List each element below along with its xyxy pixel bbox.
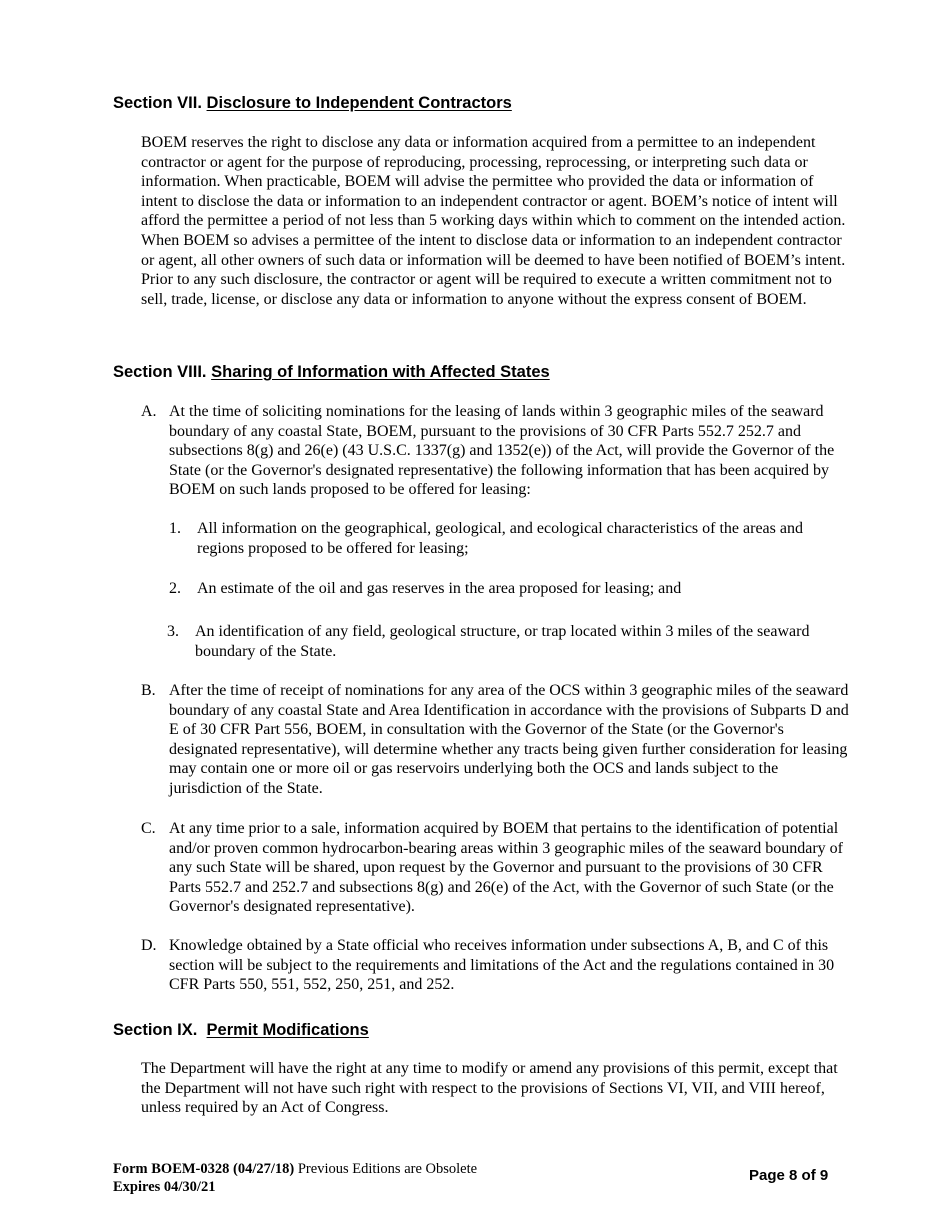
sub-item-marker: 3.: [167, 623, 179, 640]
section-8-title: Sharing of Information with Affected States: [211, 363, 550, 381]
section-8-label: Section VIII.: [113, 363, 207, 381]
section-9-body: The Department will have the right at any time to modify or amend any provisions of this permit, except that the Department will not have such right with respect to the provisions of Sections VI, VII, and VIII hereof, unless required by an Act of Congress.: [141, 1060, 838, 1117]
sub-item-marker: 1.: [169, 520, 181, 537]
expires-label: Expires: [113, 1179, 161, 1195]
section-9-heading: [113, 1020, 369, 1040]
list-item-marker: C.: [141, 820, 156, 837]
list-item-marker: A.: [141, 403, 157, 420]
list-item-marker: D.: [141, 937, 157, 954]
sub-item-marker: 2.: [169, 580, 181, 597]
footer-form-info: [113, 1160, 477, 1196]
list-item-marker: B.: [141, 682, 156, 699]
section-7-title: Disclosure to Independent Contractors: [206, 94, 512, 112]
editions-note: Previous Editions are Obsolete: [297, 1161, 478, 1177]
section-9-title: Permit Modifications: [206, 1021, 369, 1039]
sub-item-text: An identification of any field, geological structure, or trap located within 3 miles of the seaward boundary of the State.: [195, 623, 810, 660]
section-7-label: Section VII.: [113, 94, 202, 112]
list-item-text: At any time prior to a sale, information acquired by BOEM that pertains to the identification of potential and/or proven common hydrocarbon-bearing areas within 3 geographic miles of the seaward boundary of any such State will be shared, upon request by the Governor and pursuant to the provisions of 30 CFR Parts 552.7 and 252.7 and subsections 8(g) and 26(e) of the Act, with the Governor of such State (or the Governor's designated representative).: [169, 820, 843, 916]
expires-date: 04/30/21: [163, 1179, 216, 1195]
sub-item-text: An estimate of the oil and gas reserves in the area proposed for leasing; and: [197, 580, 682, 597]
list-item-text: At the time of soliciting nominations for the leasing of lands within 3 geographic miles of the seaward boundary of any coastal State, BOEM, pursuant to the provisions of 30 CFR Parts 552.7 252.7 and subsections 8(g) and 26(e) (43 U.S.C. 1337(g) and 1352(e)) of the Act, will provide the Governor of the State (or the Governor's designated representative) the following information that has been acquired by BOEM on such lands proposed to be offered for leasing:: [169, 403, 835, 499]
section-8-heading: [113, 362, 550, 382]
list-item-text: After the time of receipt of nominations for any area of the OCS within 3 geographic miles of the seaward boundary of any coastal State and Area Identification in accordance with the provisions of Subparts D and E of 30 CFR Part 556, BOEM, in consultation with the Governor of the State (or the Governor's designated representative), will determine whether any tracts being given further consideration for leasing may contain one or more oil or gas reservoirs underlying both the OCS and lands subject to the jurisdiction of the State.: [169, 682, 849, 797]
list-item-text: Knowledge obtained by a State official who receives information under subsections A, B, and C of this section will be subject to the requirements and limitations of the Act and the regulations contained in 30 CFR Parts 550, 551, 552, 250, 251, and 252.: [169, 937, 835, 994]
form-id: Form BOEM-0328 (04/27/18): [113, 1161, 295, 1177]
sub-item-text: All information on the geographical, geological, and ecological characteristics of the areas and regions proposed to be offered for leasing;: [197, 520, 803, 557]
section-9-label: Section IX.: [113, 1021, 198, 1039]
page-number: Page 8 of 9: [749, 1167, 829, 1184]
section-7-heading: [113, 93, 512, 113]
section-7-body: BOEM reserves the right to disclose any data or information acquired from a permittee to an independent contractor or agent for the purpose of reproducing, processing, reprocessing, or interpreting such data or information. When practicable, BOEM will advise the permittee who provided the data or information of intent to disclose the data or information to an independent contractor or agent. BOEM’s notice of intent will afford the permittee a period of not less than 5 working days within which to comment on the intended action. When BOEM so advises a permittee of the intent to disclose data or information to an independent contractor or agent, all other owners of such data or information will be deemed to have been notified of BOEM’s intent. Prior to any such disclosure, the contractor or agent will be required to execute a written commitment not to sell, trade, license, or disclose any data or information to anyone without the express consent of BOEM.: [141, 134, 846, 308]
